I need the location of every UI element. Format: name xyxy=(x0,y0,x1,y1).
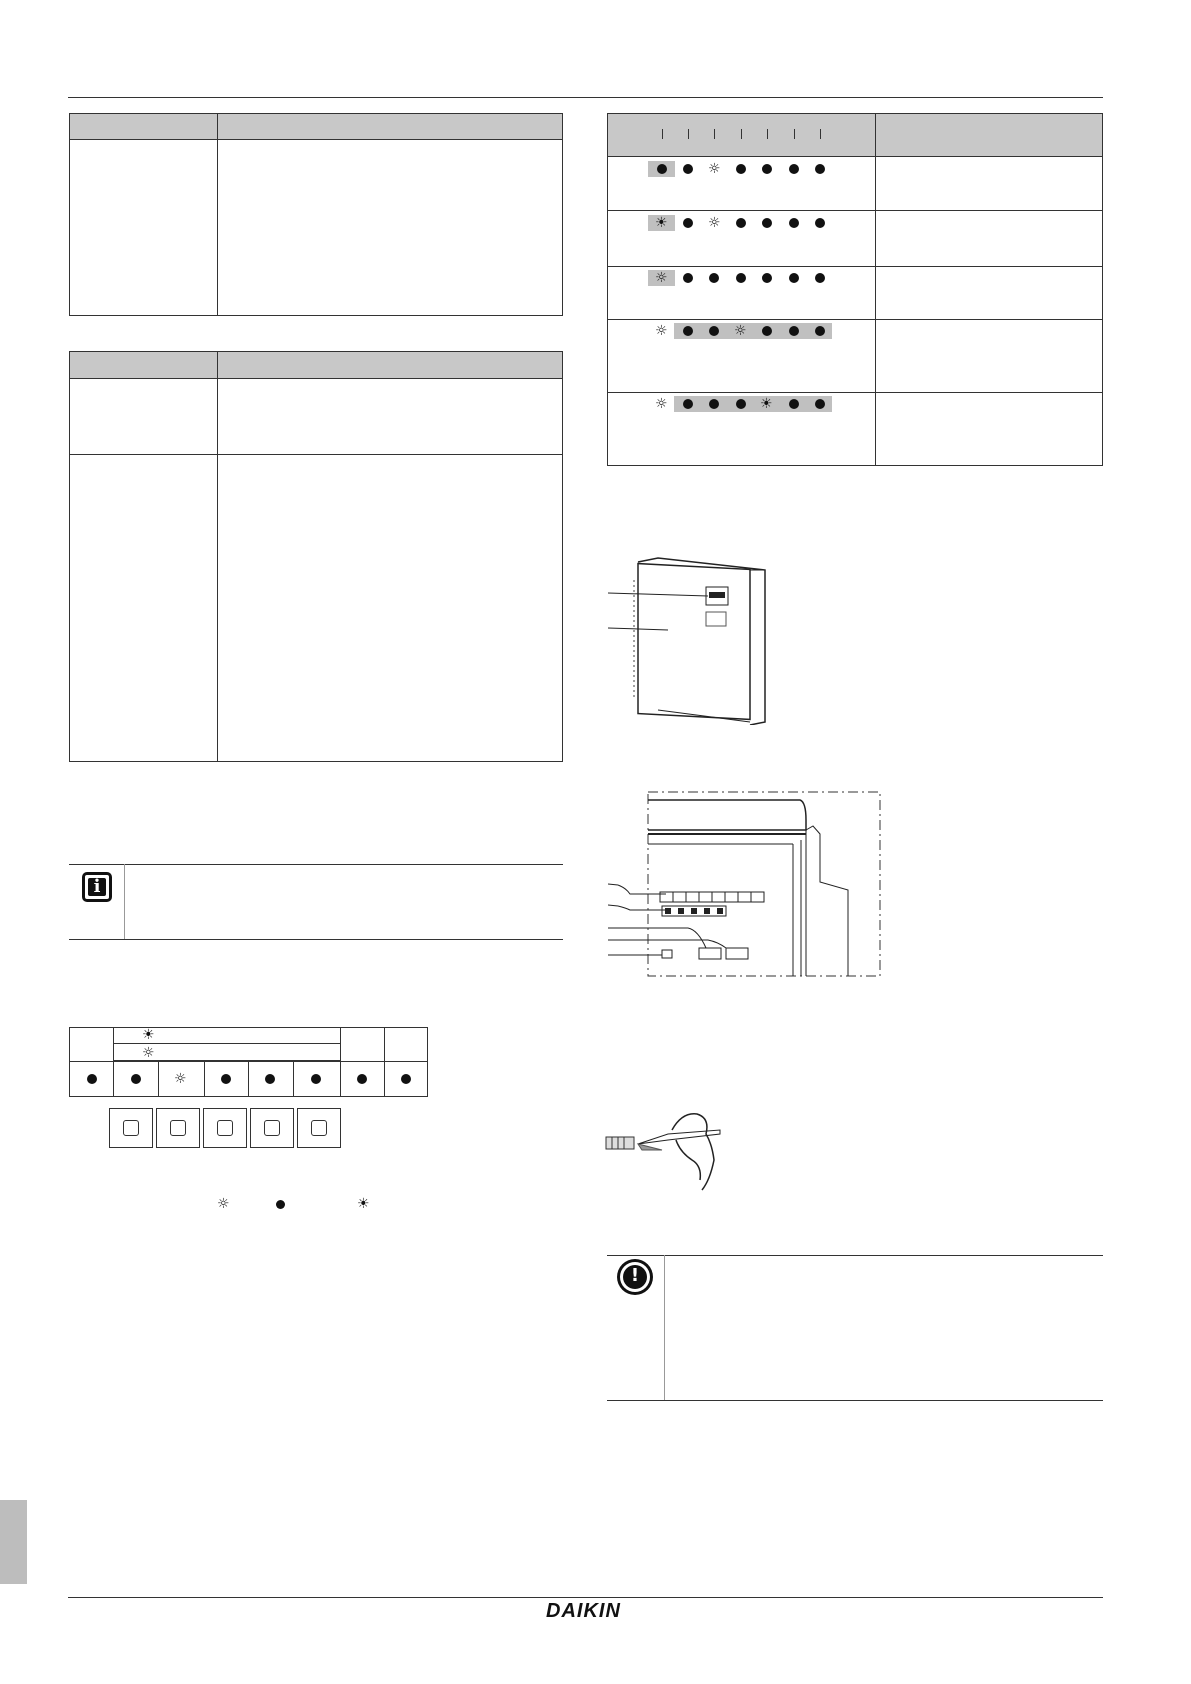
led-off-icon xyxy=(736,273,746,283)
warning-rule-bottom xyxy=(607,1400,1103,1401)
chapter-tab xyxy=(0,1500,27,1584)
table-header xyxy=(70,352,562,379)
info-icon-glyph: i xyxy=(93,876,101,897)
led-off-icon xyxy=(789,164,799,174)
led-off-icon xyxy=(683,326,693,336)
led-off-icon xyxy=(683,399,693,409)
led-off-icon xyxy=(311,1074,321,1084)
led-off-icon xyxy=(736,218,746,228)
led-on-icon: ☼ xyxy=(142,1045,155,1061)
led-off-icon xyxy=(815,218,825,228)
table-led-status xyxy=(607,113,1103,466)
led-off-icon xyxy=(789,273,799,283)
led-off-icon xyxy=(131,1074,141,1084)
led-off-icon xyxy=(762,164,772,174)
led-off-icon xyxy=(815,399,825,409)
footer-rule xyxy=(68,1597,1103,1598)
led-on-icon: ☼ xyxy=(655,270,668,286)
legend-blink-icon: ☀ xyxy=(357,1196,370,1212)
led-off-icon xyxy=(762,326,772,336)
push-button[interactable] xyxy=(156,1108,200,1148)
warning-rule-top xyxy=(607,1255,1103,1256)
daikin-logo: DAIKIN xyxy=(546,1600,621,1622)
note-rule-bottom xyxy=(69,939,563,940)
led-blink-icon: ☀ xyxy=(655,215,668,231)
led-on-icon: ☼ xyxy=(734,323,747,339)
legend-on-icon: ☼ xyxy=(217,1196,230,1212)
led-off-icon xyxy=(709,273,719,283)
table-top-left xyxy=(69,113,563,316)
led-off-icon xyxy=(657,164,667,174)
info-icon xyxy=(82,872,112,902)
led-off-icon xyxy=(221,1074,231,1084)
led-off-icon xyxy=(709,326,719,336)
led-off-icon xyxy=(762,218,772,228)
warning-icon-glyph: ! xyxy=(630,1265,640,1286)
led-on-icon: ☼ xyxy=(655,396,668,412)
table-header xyxy=(608,114,1102,157)
led-off-icon xyxy=(789,326,799,336)
table-header xyxy=(70,114,562,140)
led-off-icon xyxy=(789,218,799,228)
led-off-icon xyxy=(683,273,693,283)
led-off-icon xyxy=(736,164,746,174)
led-on-icon: ☼ xyxy=(708,161,721,177)
led-off-icon xyxy=(265,1074,275,1084)
led-off-icon xyxy=(87,1074,97,1084)
push-button[interactable] xyxy=(203,1108,247,1148)
led-blink-icon: ☀ xyxy=(760,396,773,412)
led-off-icon xyxy=(736,399,746,409)
led-on-icon: ☼ xyxy=(708,215,721,231)
unit-illustration xyxy=(608,550,778,725)
warning-icon xyxy=(617,1259,653,1295)
hand-pen-illustration xyxy=(602,1110,732,1192)
note-rule-top xyxy=(69,864,563,865)
led-on-icon: ☼ xyxy=(655,323,668,339)
table-mid-left xyxy=(69,351,563,762)
led-off-icon xyxy=(683,218,693,228)
led-indicator-grid xyxy=(69,1027,427,1097)
led-on-icon: ☼ xyxy=(174,1071,187,1087)
led-off-icon xyxy=(357,1074,367,1084)
push-button[interactable] xyxy=(250,1108,294,1148)
led-off-icon xyxy=(762,273,772,283)
header-rule xyxy=(68,97,1103,98)
led-off-icon xyxy=(683,164,693,174)
legend-off-icon xyxy=(276,1200,285,1209)
pcb-closeup-diagram xyxy=(608,790,888,980)
led-off-icon xyxy=(789,399,799,409)
push-button[interactable] xyxy=(297,1108,341,1148)
led-off-icon xyxy=(815,326,825,336)
push-button[interactable] xyxy=(109,1108,153,1148)
led-off-icon xyxy=(709,399,719,409)
led-off-icon xyxy=(815,164,825,174)
led-blink-icon: ☀ xyxy=(142,1027,155,1043)
led-off-icon xyxy=(815,273,825,283)
led-off-icon xyxy=(401,1074,411,1084)
